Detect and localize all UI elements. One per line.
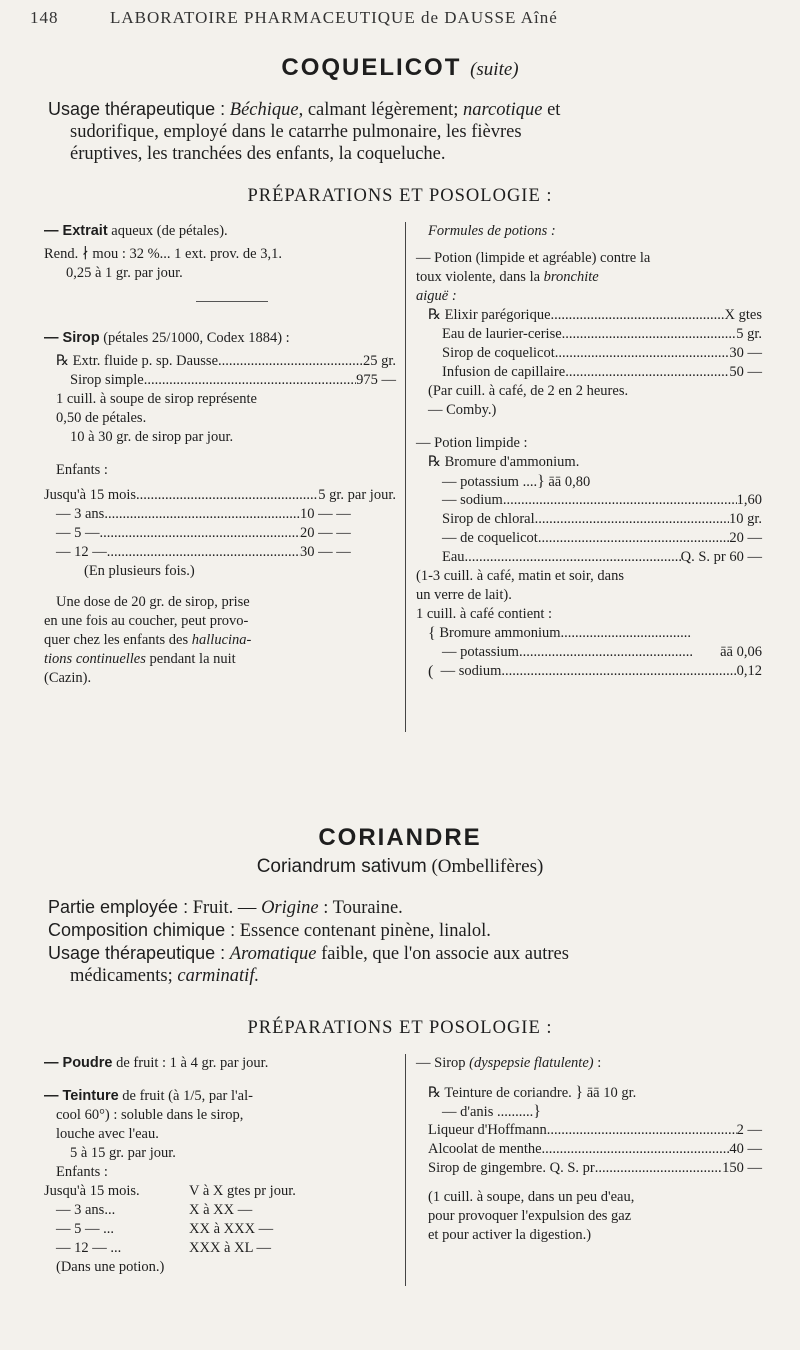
text-run: Aromatique — [229, 944, 317, 964]
text-run — [562, 325, 737, 344]
text-run: 50 — — [729, 364, 762, 380]
text-run: quer chez les enfants des — [44, 632, 192, 648]
text-line: et pour activer la digestion.) — [428, 1227, 592, 1243]
coriandre-latin — [0, 856, 800, 878]
text-line — [44, 1201, 396, 1220]
text-run: bronchite — [543, 269, 599, 285]
coriandre-right-col — [416, 1054, 762, 1245]
text-run: sudorifique, employé dans le catarrhe pulmonaire, les fièvres — [70, 122, 522, 142]
text-line — [44, 524, 396, 543]
text-line — [416, 363, 762, 382]
text-line: 1 cuill. à soupe de sirop représente — [56, 391, 257, 407]
text-line: (Par cuill. à café, de 2 en 2 heures. — [428, 383, 629, 399]
text-line — [416, 268, 762, 287]
text-run — [144, 371, 356, 390]
text-run: (Ombellifères) — [431, 856, 544, 877]
running-title: LABORATOIRE PHARMACEUTIQUE de DAUSSE Aîné — [110, 8, 558, 27]
text-run — [48, 896, 758, 919]
text-run: XX à XXX — — [189, 1221, 274, 1237]
text-run — [104, 505, 300, 524]
text-run — [551, 306, 725, 325]
text-run: Eau de laurier-cerise — [442, 326, 562, 342]
text-run: āā — [586, 1085, 600, 1101]
text-run: — 3 ans — [56, 506, 105, 522]
text-line — [416, 344, 762, 363]
text-line: (1 cuill. à soupe, dans un peu d'eau, — [428, 1189, 635, 1205]
text-run: 10 — — — [300, 506, 351, 522]
text-run — [535, 510, 729, 529]
text-run: — 5 — ... — [56, 1221, 114, 1237]
text-run: Composition chimique : — [48, 920, 236, 940]
coquelicot-left-col — [44, 222, 396, 688]
text-line: pour provoquer l'expulsion des gaz — [428, 1208, 632, 1224]
text-run: — d'anis — [442, 1104, 494, 1120]
text-run — [48, 919, 758, 942]
text-run: — 12 — ... — [56, 1240, 122, 1256]
text-line: Rend. ∤ mou : 32 %... 1 ext. prov. de 3,1. — [44, 246, 282, 262]
text-run — [465, 548, 681, 567]
column-divider — [405, 222, 406, 732]
text-run — [692, 624, 762, 643]
text-run — [538, 529, 730, 548]
text-run: Partie employée : — [48, 897, 189, 917]
text-line: (En plusieurs fois.) — [84, 563, 195, 579]
text-line — [44, 650, 396, 669]
text-run: , calmant légèrement; — [298, 100, 463, 120]
text-run: — sodium — [442, 492, 503, 508]
text-line: — potassium ....} āā 0,80 — [442, 473, 591, 490]
text-run: Fruit. — — [192, 898, 262, 918]
text-line: (1-3 cuill. à café, matin et soir, dans — [416, 568, 624, 584]
coriandre-prep-head: PRÉPARATIONS ET POSOLOGIE : — [247, 1018, 553, 1038]
text-line: en une fois au coucher, peut provo- — [44, 613, 249, 629]
text-run — [565, 363, 729, 382]
text-run: 5 gr. par jour. — [318, 487, 396, 503]
text-run: COQUELICOT — [281, 54, 462, 81]
text-run: Origine — [261, 898, 319, 918]
text-run: pendant la nuit — [145, 651, 236, 667]
text-run: } — [537, 473, 545, 490]
text-line: 10 à 30 gr. de sirop par jour. — [70, 429, 234, 445]
text-run: ℞ Elixir parégorique — [428, 307, 551, 323]
text-run: X gtes — [724, 307, 762, 323]
text-line — [44, 371, 396, 390]
text-run — [555, 344, 730, 363]
coquelicot-title — [0, 54, 800, 82]
text-run: 30 — — — [300, 544, 351, 560]
text-run: médicaments; — [70, 966, 178, 986]
text-run: 40 — — [729, 1141, 762, 1157]
text-line: 5 à 15 gr. par jour. — [70, 1145, 176, 1161]
text-line: Enfants : — [56, 1164, 108, 1180]
text-run: Alcoolat de menthe — [428, 1141, 542, 1157]
text-line: — d'anis ..........} — [442, 1103, 541, 1120]
text-run — [48, 965, 758, 987]
coriandre-description — [48, 896, 758, 987]
coriandre-title: CORIANDRE — [318, 824, 482, 851]
text-run — [218, 352, 363, 371]
text-line: — Comby.) — [428, 402, 497, 418]
text-run — [542, 1140, 730, 1159]
text-line: — Potion (limpide et agréable) contre la — [416, 250, 651, 266]
text-run: faible, que l'on associe aux autres — [316, 944, 569, 964]
text-line — [44, 486, 396, 505]
text-run: Liqueur d'Hoffmann — [428, 1122, 547, 1138]
text-run: Essence contenant pinène, linalol. — [239, 921, 491, 941]
text-run: ( — [428, 663, 434, 680]
text-line — [416, 1083, 762, 1102]
text-run: 10 gr. — [728, 511, 762, 527]
text-run: 10 gr. — [603, 1085, 637, 1101]
text-run: éruptives, les tranchées des enfants, la coqueluche. — [70, 144, 446, 164]
text-run: — 12 — — [56, 544, 107, 560]
text-run: carminatif. — [177, 966, 260, 986]
text-run: — potassium — [442, 644, 519, 660]
text-run: 0,80 — [564, 474, 591, 490]
text-run: } — [575, 1084, 584, 1101]
text-run: et — [542, 100, 561, 120]
coriandre-left-col — [44, 1054, 396, 1277]
text-run: Q. S. pr 60 — — [680, 549, 762, 565]
text-run — [501, 662, 736, 681]
text-line — [416, 453, 762, 472]
coquelicot-right-col — [416, 222, 762, 681]
text-run — [503, 491, 737, 510]
text-run: — Sirop — [416, 1055, 470, 1071]
text-line — [44, 1054, 396, 1073]
text-run: 30 — — [729, 345, 762, 361]
text-line: aiguë : — [416, 288, 457, 304]
text-line — [416, 325, 762, 344]
text-run — [561, 624, 692, 643]
text-run: XXX à XL — — [189, 1240, 272, 1256]
text-run: Béchique — [229, 100, 299, 120]
text-line — [44, 352, 396, 371]
text-run: — Extrait — [44, 223, 108, 239]
text-run — [136, 486, 318, 505]
text-run: 5 gr. — [736, 326, 762, 342]
text-line: 1 cuill. à café contient : — [416, 606, 553, 622]
text-run: de fruit : 1 à 4 gr. par jour. — [112, 1055, 269, 1071]
text-run: (dyspepsie flatulente) — [469, 1055, 594, 1071]
text-run: — sodium — [440, 663, 502, 679]
text-run: Infusion de capillaire — [442, 364, 566, 380]
text-line: louche avec l'eau. — [56, 1126, 159, 1142]
text-run: — 5 — — [56, 525, 100, 541]
text-line: Enfants : — [56, 462, 108, 478]
text-line: Formules de potions : — [428, 223, 556, 239]
text-line: Une dose de 20 gr. de sirop, prise — [56, 594, 250, 610]
text-line — [416, 548, 762, 567]
text-line — [44, 631, 396, 650]
text-line: — Potion limpide : — [416, 435, 528, 451]
text-line: (Dans une potion.) — [56, 1259, 165, 1275]
text-run: Sirop de chloral — [442, 511, 535, 527]
text-run: : Touraine. — [318, 898, 403, 918]
text-run: — Poudre — [44, 1055, 113, 1071]
text-run: 975 — — [356, 372, 396, 388]
text-line — [44, 543, 396, 562]
text-run: ℞ Teinture de coriandre. — [428, 1085, 572, 1101]
text-line — [416, 662, 762, 681]
text-run: Usage thérapeutique : — [48, 99, 226, 119]
text-run: X à XX — — [189, 1202, 253, 1218]
text-run: ℞ Extr. fluide p. sp. Dausse — [56, 353, 219, 369]
text-run — [547, 1121, 737, 1140]
text-line — [44, 222, 396, 241]
page-number: 148 — [30, 8, 59, 27]
text-run: { — [428, 625, 436, 642]
text-run: (suite) — [470, 59, 519, 80]
text-line — [416, 306, 762, 325]
coquelicot-prep-head: PRÉPARATIONS ET POSOLOGIE : — [247, 186, 553, 206]
text-run: toux violente, dans la — [416, 269, 544, 285]
text-run: Bromure ammonium — [439, 625, 561, 641]
text-line: un verre de lait). — [416, 587, 512, 603]
text-line — [416, 1121, 762, 1140]
text-run: } — [533, 1103, 541, 1120]
text-line — [44, 1087, 396, 1106]
text-run: Jusqu'à 15 mois. — [44, 1183, 140, 1199]
text-line — [416, 1054, 762, 1073]
text-line — [44, 505, 396, 524]
text-run: ℞ Bromure d'ammonium. — [428, 454, 580, 470]
text-run: — potassium — [442, 474, 519, 490]
text-run: narcotique — [462, 100, 543, 120]
text-run: Usage thérapeutique : — [48, 943, 226, 963]
text-line — [416, 510, 762, 529]
text-run: 25 gr. — [362, 353, 396, 369]
text-run — [100, 524, 301, 543]
text-run: tions continuelles — [44, 651, 146, 667]
text-run — [48, 98, 758, 121]
text-line — [416, 624, 762, 643]
text-run: — de coquelicot — [442, 530, 538, 546]
coquelicot-usage — [48, 98, 758, 165]
text-run — [107, 543, 300, 562]
text-run: Coriandrum sativum — [256, 856, 427, 877]
text-run: hallucina- — [191, 632, 252, 648]
text-line — [416, 1159, 762, 1178]
text-run: Jusqu'à 15 mois — [44, 487, 137, 503]
text-run: 0,12 — [736, 663, 762, 679]
text-line: 0,25 à 1 gr. par jour. — [66, 265, 183, 281]
column-divider-2 — [405, 1054, 406, 1286]
text-line — [416, 491, 762, 510]
text-line — [44, 1220, 396, 1239]
text-run: 20 — — — [300, 525, 351, 541]
text-run: — Sirop — [44, 330, 100, 346]
separator-rule — [196, 301, 268, 302]
text-run — [595, 1159, 722, 1178]
text-run: V à X gtes pr jour. — [189, 1183, 296, 1199]
text-run: 2 — — [736, 1122, 762, 1138]
text-run: Sirop simple — [70, 372, 144, 388]
text-line: 0,50 de pétales. — [56, 410, 147, 426]
text-run: — 3 ans... — [56, 1202, 116, 1218]
text-line — [44, 329, 396, 348]
text-run: 1,60 — [736, 492, 762, 508]
text-run: : — [593, 1055, 602, 1071]
text-run: āā — [548, 474, 562, 490]
text-run: aqueux (de pétales). — [107, 223, 228, 239]
text-line: (Cazin). — [44, 670, 92, 686]
text-run: (pétales 25/1000, Codex 1884) : — [99, 330, 290, 346]
text-line — [416, 643, 762, 662]
text-run: Eau — [442, 549, 465, 565]
text-line — [416, 529, 762, 548]
text-line — [44, 1182, 396, 1201]
text-run: āā 0,06 — [720, 644, 762, 660]
text-run — [48, 942, 758, 965]
text-line — [416, 1140, 762, 1159]
text-run: 20 — — [729, 530, 762, 546]
text-run — [519, 643, 692, 662]
text-line — [44, 1239, 396, 1258]
text-run: 150 — — [722, 1160, 762, 1176]
text-run: Sirop de coquelicot — [442, 345, 555, 361]
text-line: cool 60°) : soluble dans le sirop, — [56, 1107, 244, 1123]
text-run: de fruit (à 1/5, par l'al- — [118, 1088, 253, 1104]
text-run: — Teinture — [44, 1088, 119, 1104]
text-run: Sirop de gingembre. Q. S. pr — [428, 1160, 595, 1176]
